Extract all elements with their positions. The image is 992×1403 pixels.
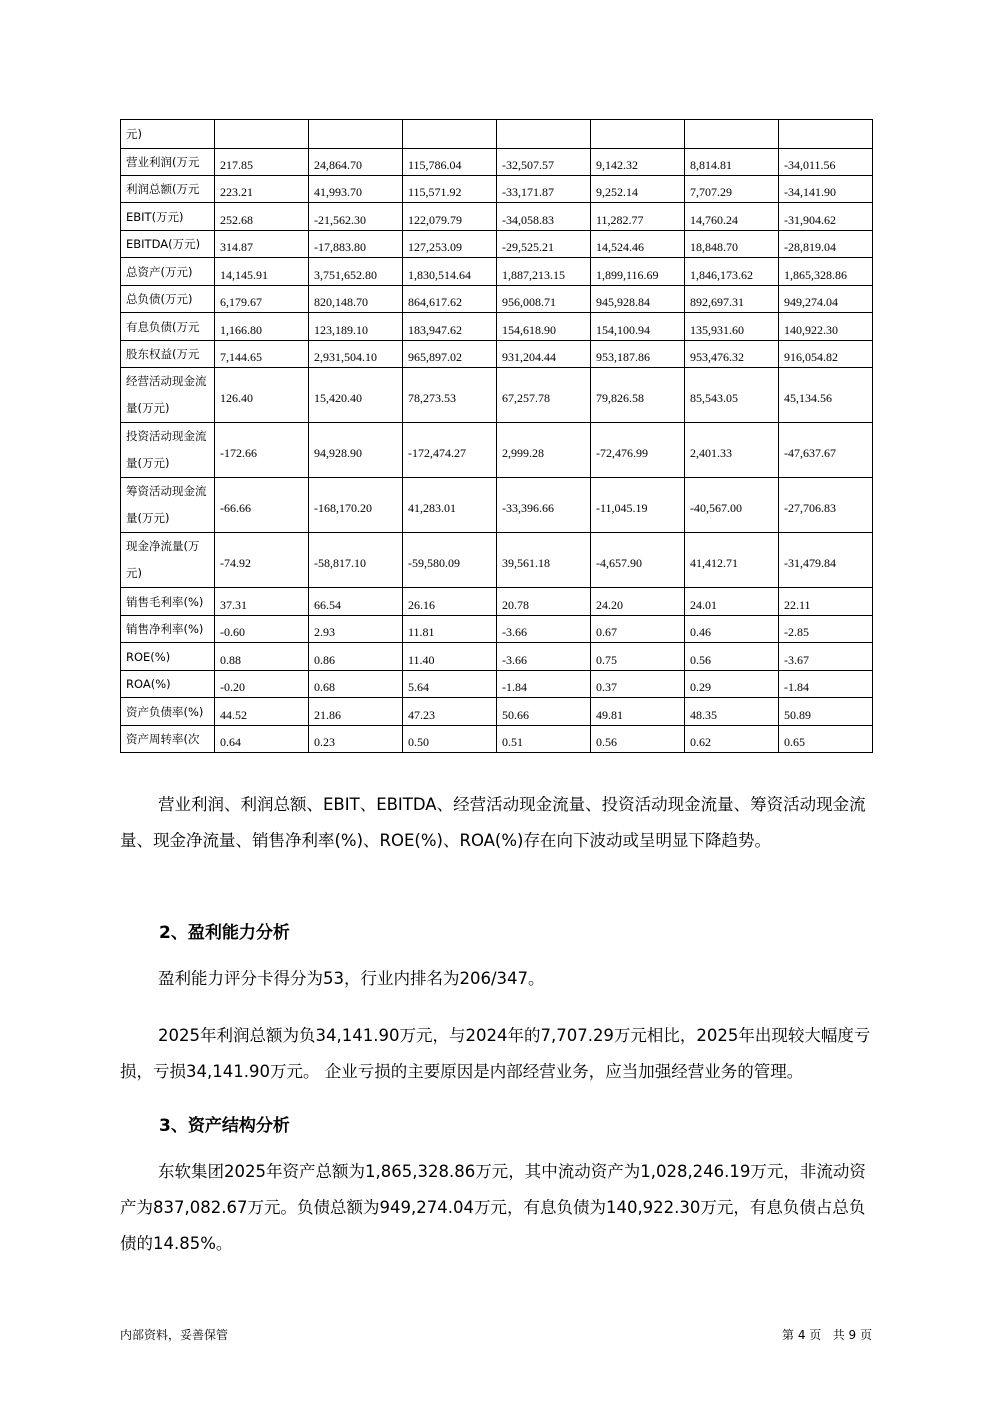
- table-cell: -4,657.90: [591, 533, 685, 588]
- table-cell: 14,145.91: [215, 258, 309, 286]
- table-cell: [497, 120, 591, 149]
- table-cell: 140,922.30: [779, 313, 873, 341]
- row-label: 经营活动现金流量(万元): [121, 368, 215, 423]
- table-cell: 41,283.01: [403, 478, 497, 533]
- table-cell: 79,826.58: [591, 368, 685, 423]
- table-cell: 0.23: [309, 726, 403, 753]
- table-cell: 122,079.79: [403, 203, 497, 231]
- table-cell: [309, 120, 403, 149]
- table-cell: 11.81: [403, 616, 497, 643]
- table-cell: [403, 120, 497, 149]
- table-cell: -27,706.83: [779, 478, 873, 533]
- table-cell: [779, 120, 873, 149]
- table-cell: 183,947.62: [403, 313, 497, 341]
- table-cell: 0.65: [779, 726, 873, 753]
- table-cell: 67,257.78: [497, 368, 591, 423]
- table-cell: 953,187.86: [591, 341, 685, 368]
- profit-section-heading: 2、盈利能力分析: [159, 923, 290, 943]
- table-row: [121, 368, 873, 423]
- table-cell: 1,865,328.86: [779, 258, 873, 286]
- table-cell: -29,525.21: [497, 231, 591, 258]
- row-label: 资产负债率(%): [121, 698, 215, 726]
- table-row: [121, 313, 873, 341]
- table-cell: 0.88: [215, 643, 309, 671]
- table-cell: 7,144.65: [215, 341, 309, 368]
- table-cell: 0.56: [591, 726, 685, 753]
- table-cell: 37.31: [215, 588, 309, 616]
- row-label: ROA(%): [121, 671, 215, 698]
- asset-detail-paragraph: 东软集团2025年资产总额为1,865,328.86万元，其中流动资产为1,028,246.19万元，非流动资产为837,082.67万元。负债总额为949,274.04万元，有息负债为140,922.30万元，有息负债占总负债的14.85%。: [120, 1162, 866, 1253]
- table-cell: -0.60: [215, 616, 309, 643]
- row-label: 总负债(万元): [121, 286, 215, 313]
- table-row: [121, 120, 873, 149]
- table-cell: -33,396.66: [497, 478, 591, 533]
- table-cell: 24,864.70: [309, 149, 403, 176]
- table-cell: 0.50: [403, 726, 497, 753]
- table-cell: 0.46: [685, 616, 779, 643]
- table-cell: -1.84: [779, 671, 873, 698]
- table-cell: 44.52: [215, 698, 309, 726]
- table-cell: 949,274.04: [779, 286, 873, 313]
- table-cell: 78,273.53: [403, 368, 497, 423]
- table-cell: 223.21: [215, 176, 309, 203]
- table-cell: -33,171.87: [497, 176, 591, 203]
- profit-score-paragraph: 盈利能力评分卡得分为53，行业内排名为206/347。: [158, 969, 545, 988]
- table-cell: 48.35: [685, 698, 779, 726]
- table-cell: 39,561.18: [497, 533, 591, 588]
- table-row: [121, 616, 873, 643]
- table-cell: 9,252.14: [591, 176, 685, 203]
- table-cell: 314.87: [215, 231, 309, 258]
- table-cell: 94,928.90: [309, 423, 403, 478]
- table-cell: 953,476.32: [685, 341, 779, 368]
- table-cell: -58,817.10: [309, 533, 403, 588]
- table-row: [121, 698, 873, 726]
- table-cell: -34,058.83: [497, 203, 591, 231]
- table-cell: 18,848.70: [685, 231, 779, 258]
- table-cell: 7,707.29: [685, 176, 779, 203]
- table-cell: 1,899,116.69: [591, 258, 685, 286]
- table-cell: 2,401.33: [685, 423, 779, 478]
- table-cell: -3.67: [779, 643, 873, 671]
- row-label: 现金净流量(万元): [121, 533, 215, 588]
- table-cell: 0.68: [309, 671, 403, 698]
- row-label: 销售毛利率(%): [121, 588, 215, 616]
- table-cell: [685, 120, 779, 149]
- table-cell: -40,567.00: [685, 478, 779, 533]
- table-cell: 50.89: [779, 698, 873, 726]
- table-cell: 127,253.09: [403, 231, 497, 258]
- table-cell: -21,562.30: [309, 203, 403, 231]
- profit-detail-paragraph: 2025年利润总额为负34,141.90万元，与2024年的7,707.29万元相比，2025年出现较大幅度亏损，亏损34,141.90万元。 企业亏损的主要原因是内部经营业务，应当加强经营业务的管理。: [120, 1026, 871, 1081]
- table-cell: 41,993.70: [309, 176, 403, 203]
- table-cell: 9,142.32: [591, 149, 685, 176]
- table-cell: 0.51: [497, 726, 591, 753]
- table-cell: -72,476.99: [591, 423, 685, 478]
- table-cell: 26.16: [403, 588, 497, 616]
- table-cell: -2.85: [779, 616, 873, 643]
- table-cell: 11,282.77: [591, 203, 685, 231]
- table-cell: 2.93: [309, 616, 403, 643]
- table-cell: 956,008.71: [497, 286, 591, 313]
- table-row: [121, 588, 873, 616]
- table-cell: 115,571.92: [403, 176, 497, 203]
- table-cell: 11.40: [403, 643, 497, 671]
- table-cell: [215, 120, 309, 149]
- table-cell: 24.01: [685, 588, 779, 616]
- row-label: 利润总额(万元: [121, 176, 215, 203]
- table-cell: 14,524.46: [591, 231, 685, 258]
- table-cell: 965,897.02: [403, 341, 497, 368]
- table-cell: 20.78: [497, 588, 591, 616]
- table-row: [121, 643, 873, 671]
- table-cell: 115,786.04: [403, 149, 497, 176]
- table-cell: -34,141.90: [779, 176, 873, 203]
- table-cell: 6,179.67: [215, 286, 309, 313]
- table-cell: 1,846,173.62: [685, 258, 779, 286]
- table-cell: -172,474.27: [403, 423, 497, 478]
- table-cell: 0.62: [685, 726, 779, 753]
- row-label: EBIT(万元): [121, 203, 215, 231]
- table-cell: -17,883.80: [309, 231, 403, 258]
- table-row: [121, 149, 873, 176]
- table-cell: 820,148.70: [309, 286, 403, 313]
- table-cell: 3,751,652.80: [309, 258, 403, 286]
- row-label: 股东权益(万元: [121, 341, 215, 368]
- table-row: [121, 203, 873, 231]
- table-cell: 24.20: [591, 588, 685, 616]
- table-cell: -47,637.67: [779, 423, 873, 478]
- row-label: EBITDA(万元): [121, 231, 215, 258]
- row-label: 元): [121, 120, 215, 149]
- table-cell: 45,134.56: [779, 368, 873, 423]
- table-cell: 66.54: [309, 588, 403, 616]
- table-cell: 47.23: [403, 698, 497, 726]
- table-cell: 892,697.31: [685, 286, 779, 313]
- table-cell: 22.11: [779, 588, 873, 616]
- table-cell: -3.66: [497, 643, 591, 671]
- table-cell: -74.92: [215, 533, 309, 588]
- table-cell: 931,204.44: [497, 341, 591, 368]
- financial-table: [120, 119, 873, 753]
- table-cell: 2,999.28: [497, 423, 591, 478]
- table-cell: -11,045.19: [591, 478, 685, 533]
- table-cell: 2,931,504.10: [309, 341, 403, 368]
- table-cell: -66.66: [215, 478, 309, 533]
- financial-table-body: [121, 120, 873, 753]
- table-cell: 21.86: [309, 698, 403, 726]
- table-row: [121, 726, 873, 753]
- table-cell: 14,760.24: [685, 203, 779, 231]
- row-label: 总资产(万元): [121, 258, 215, 286]
- table-row: [121, 423, 873, 478]
- row-label: 投资活动现金流量(万元): [121, 423, 215, 478]
- table-row: [121, 341, 873, 368]
- table-cell: 1,830,514.64: [403, 258, 497, 286]
- trend-paragraph: 营业利润、利润总额、EBIT、EBITDA、经营活动现金流量、投资活动现金流量、筹资活动现金流量、现金净流量、销售净利率(%)、ROE(%)、ROA(%)存在向下波动或呈明显下降趋势。: [120, 795, 866, 850]
- table-row: [121, 231, 873, 258]
- table-cell: 49.81: [591, 698, 685, 726]
- table-cell: -34,011.56: [779, 149, 873, 176]
- table-cell: 252.68: [215, 203, 309, 231]
- table-cell: 0.56: [685, 643, 779, 671]
- table-cell: 945,928.84: [591, 286, 685, 313]
- row-label: ROE(%): [121, 643, 215, 671]
- table-cell: 0.64: [215, 726, 309, 753]
- table-cell: 0.37: [591, 671, 685, 698]
- table-row: [121, 258, 873, 286]
- table-row: [121, 176, 873, 203]
- table-cell: 0.75: [591, 643, 685, 671]
- table-cell: 0.29: [685, 671, 779, 698]
- footer-page-number: 第 4 页 共 9 页: [782, 1328, 872, 1342]
- table-cell: -31,479.84: [779, 533, 873, 588]
- table-cell: -28,819.04: [779, 231, 873, 258]
- table-cell: 864,617.62: [403, 286, 497, 313]
- row-label: 销售净利率(%): [121, 616, 215, 643]
- table-cell: 15,420.40: [309, 368, 403, 423]
- table-cell: -32,507.57: [497, 149, 591, 176]
- table-row: [121, 478, 873, 533]
- table-cell: 1,166.80: [215, 313, 309, 341]
- table-row: [121, 671, 873, 698]
- table-cell: -0.20: [215, 671, 309, 698]
- table-cell: 41,412.71: [685, 533, 779, 588]
- row-label: 筹资活动现金流量(万元): [121, 478, 215, 533]
- table-row: [121, 286, 873, 313]
- table-cell: -3.66: [497, 616, 591, 643]
- table-cell: -1.84: [497, 671, 591, 698]
- table-cell: 8,814.81: [685, 149, 779, 176]
- row-label: 有息负债(万元: [121, 313, 215, 341]
- table-cell: [591, 120, 685, 149]
- table-cell: 916,054.82: [779, 341, 873, 368]
- row-label: 营业利润(万元: [121, 149, 215, 176]
- table-cell: 85,543.05: [685, 368, 779, 423]
- table-cell: 126.40: [215, 368, 309, 423]
- table-cell: 123,189.10: [309, 313, 403, 341]
- row-label: 资产周转率(次: [121, 726, 215, 753]
- table-cell: 0.67: [591, 616, 685, 643]
- table-cell: 154,100.94: [591, 313, 685, 341]
- table-cell: 5.64: [403, 671, 497, 698]
- table-cell: -59,580.09: [403, 533, 497, 588]
- table-cell: 1,887,213.15: [497, 258, 591, 286]
- table-cell: -31,904.62: [779, 203, 873, 231]
- asset-section-heading: 3、资产结构分析: [159, 1116, 290, 1136]
- table-cell: 0.86: [309, 643, 403, 671]
- table-cell: -168,170.20: [309, 478, 403, 533]
- table-cell: 217.85: [215, 149, 309, 176]
- table-cell: -172.66: [215, 423, 309, 478]
- table-cell: 50.66: [497, 698, 591, 726]
- table-row: [121, 533, 873, 588]
- table-cell: 135,931.60: [685, 313, 779, 341]
- footer-confidential: 内部资料，妥善保管: [120, 1328, 229, 1342]
- table-cell: 154,618.90: [497, 313, 591, 341]
